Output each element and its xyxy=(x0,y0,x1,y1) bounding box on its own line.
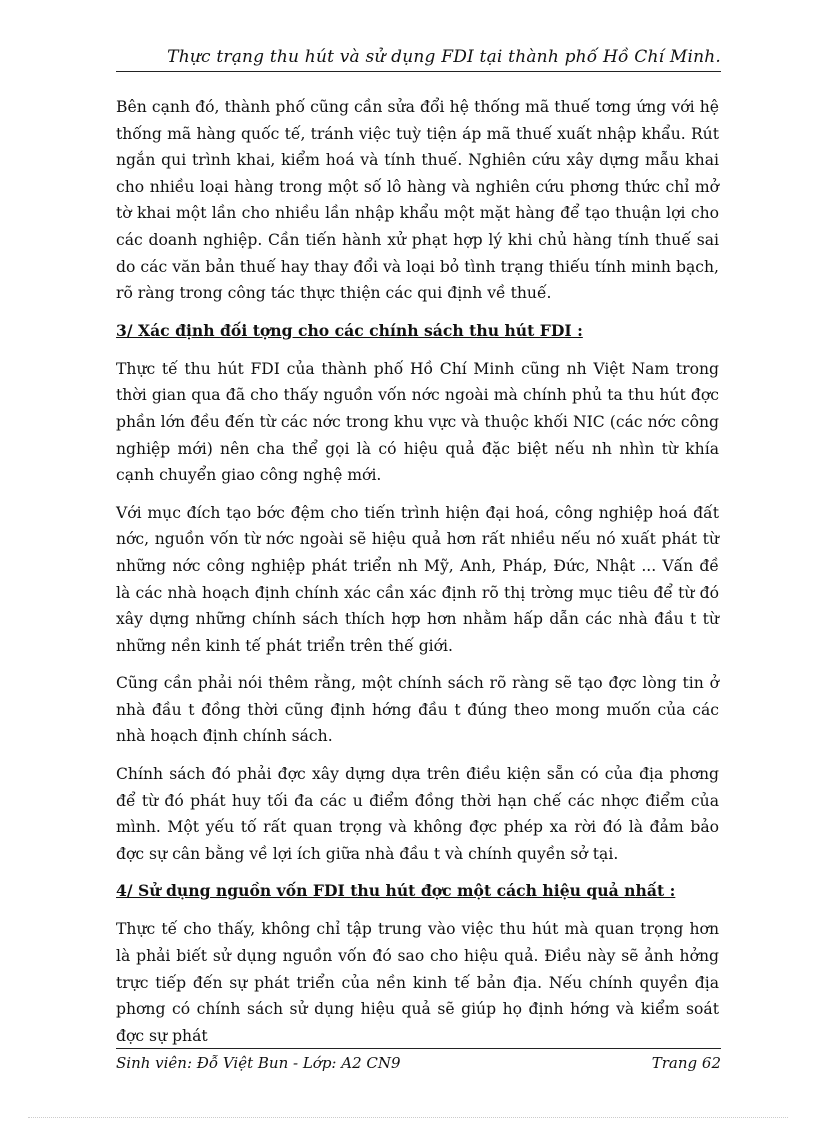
section-3-heading: 3/ Xác định đối tợng cho các chính sách thu hút FDI : xyxy=(116,320,583,340)
document-body xyxy=(116,94,719,1060)
paragraph: Chính sách đó phải đợc xây dựng dựa trên điều kiện sẵn có của địa phơng để từ đó phát huy tối đa các u điểm đồng thời hạn chế các nhợc điểm của mình. Một yếu tố rất quan trọng và không đợc phép xa rời đó là đảm bảo đợc sự cân bằng về lợi ích giữa nhà đầu t và chính quyền sở tại. xyxy=(116,765,719,863)
page-number: Trang 62 xyxy=(651,1054,721,1072)
paragraph: Bên cạnh đó, thành phố cũng cần sửa đổi hệ thống mã thuế tơng ứng với hệ thống mã hàng quốc tế, tránh việc tuỳ tiện áp mã thuế xuất nhập khẩu. Rút ngắn qui trình khai, kiểm hoá và tính thuế. Nghiên cứu xây dựng mẫu khai cho nhiều loại hàng trong một số lô hàng và nghiên cứu phơng thức chỉ mở tờ khai một lần cho nhiều lần nhập khẩu một mặt hàng để tạo thuận lợi cho các doanh nghiệp. Cần tiến hành xử phạt hợp lý khi chủ hàng tính thuế sai do các văn bản thuế hay thay đổi và loại bỏ tình trạng thiếu tính minh bạch, rõ ràng trong công tác thực thiện các qui định về thuế. xyxy=(116,98,719,303)
header-title: Thực trạng thu hút và sử dụng FDI tại thành phố Hồ Chí Minh. xyxy=(167,47,721,67)
page-footer xyxy=(116,1048,721,1072)
page-header xyxy=(116,47,721,72)
paragraph: Cũng cần phải nói thêm rằng, một chính sách rõ ràng sẽ tạo đợc lòng tin ở nhà đầu t đồng thời cũng định hớng đầu t đúng theo mong muốn của các nhà hoạch định chính sách. xyxy=(116,674,719,746)
page-edge-divider xyxy=(28,1117,788,1118)
section-4-heading: 4/ Sử dụng nguồn vốn FDI thu hút đợc một cách hiệu quả nhất : xyxy=(116,881,676,901)
paragraph: Thực tế thu hút FDI của thành phố Hồ Chí Minh cũng nh Việt Nam trong thời gian qua đã cho thấy nguồn vốn nớc ngoài mà chính phủ ta thu hút đợc phần lớn đều đến từ các nớc trong khu vực và thuộc khối NIC (các nớc công nghiệp mới) nên cha thể gọi là có hiệu quả đặc biệt nếu nh nhìn từ khía cạnh chuyển giao công nghệ mới. xyxy=(116,359,719,485)
footer-author: Sinh viên: Đỗ Việt Bun - Lớp: A2 CN9 xyxy=(116,1054,401,1072)
paragraph: Với mục đích tạo bớc đệm cho tiến trình hiện đại hoá, công nghiệp hoá đất nớc, nguồn vốn từ nớc ngoài sẽ hiệu quả hơn rất nhiều nếu nó xuất phát từ những nớc công nghiệp phát triển nh Mỹ, Anh, Pháp, Đức, Nhật ... Vấn đề là các nhà hoạch định chính xác cần xác định rõ thị trờng mục tiêu để từ đó xây dựng những chính sách thích hợp hơn nhằm hấp dẫn các nhà đầu t từ những nền kinh tế phát triển trên thế giới. xyxy=(116,503,719,655)
paragraph: Thực tế cho thấy, không chỉ tập trung vào việc thu hút mà quan trọng hơn là phải biết sử dụng nguồn vốn đó sao cho hiệu quả. Điều này sẽ ảnh hởng trực tiếp đến sự phát triển của nền kinh tế bản địa. Nếu chính quyền địa phơng có chính sách sử dụng hiệu quả sẽ giúp họ định hớng và kiểm soát đợc sự phát xyxy=(116,920,719,1045)
